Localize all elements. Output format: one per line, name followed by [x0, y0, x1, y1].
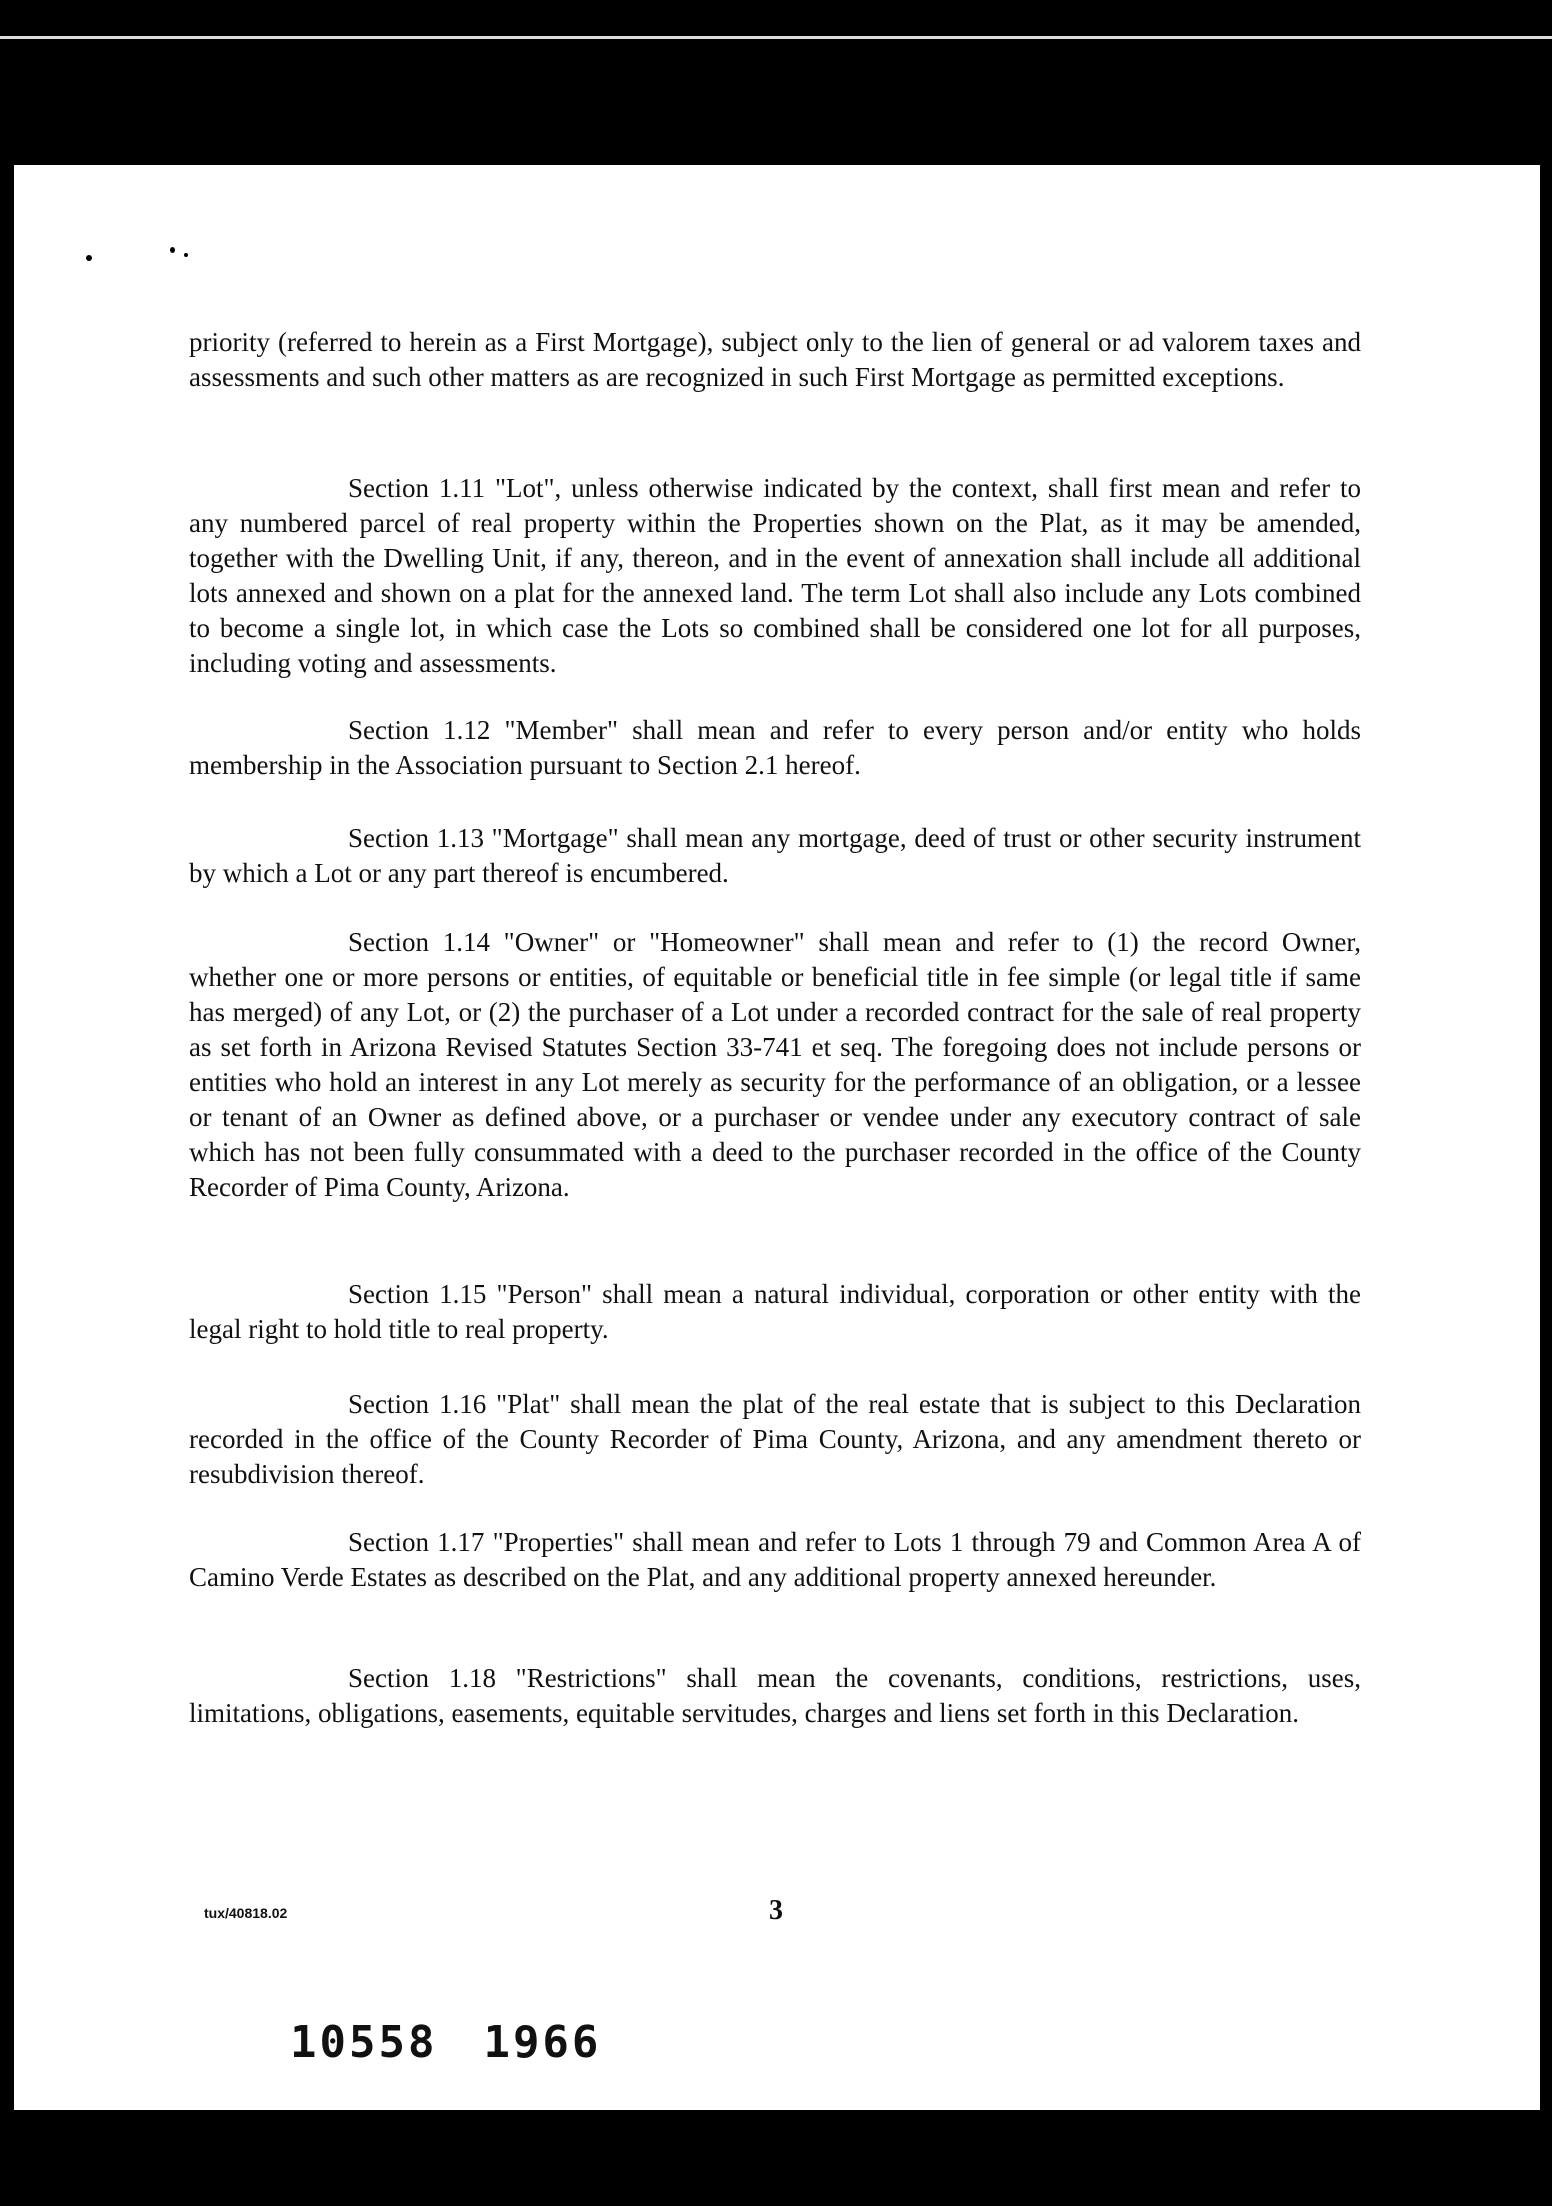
document-code: tux/40818.02 — [204, 1905, 288, 1921]
paragraph-text: "Plat" shall mean the plat of the real estate that is subject to this Declaration recorded in the office of the County Recorder of Pima County, Arizona, and any amendment thereto or resubdivision thereof. — [189, 1389, 1361, 1489]
stamp-page-number: 1966 — [483, 2017, 602, 2068]
paragraph-text: "Member" shall mean and refer to every person and/or entity who holds membership in the Association pursuant to Section 2.1 hereof. — [189, 715, 1361, 780]
paragraph-section-1-16 — [189, 1387, 1361, 1492]
section-number: Section 1.12 — [348, 715, 491, 745]
section-number: Section 1.11 — [348, 473, 486, 503]
page-number: 3 — [769, 1895, 783, 1926]
paragraph-text: "Lot", unless otherwise indicated by the context, shall first mean and refer to any numbered parcel of real property within the Properties shown on the Plat, as it may be amended, together with the Dwelling Unit, if any, thereon, and in the event of annexation shall include all additional lots annexed and shown on a plat for the annexed land. The term Lot shall also include any Lots combined to become a single lot, in which case the Lots so combined shall be considered one lot for all purposes, including voting and assessments. — [189, 473, 1361, 678]
scan-speck — [184, 253, 188, 257]
paragraph-mortgage-continuation — [189, 325, 1361, 395]
paragraph-text: "Restrictions" shall mean the covenants, conditions, restrictions, uses, limitations, obligations, easements, equitable servitudes, charges and liens set forth in this Declaration. — [189, 1663, 1362, 1728]
scan-speck — [86, 255, 92, 261]
paragraph-text: "Owner" or "Homeowner" shall mean and refer to (1) the record Owner, whether one or more persons or entities, of equitable or beneficial title in fee simple (or legal title if same has merged) of any Lot, or (2) the purchaser of a Lot under a recorded contract for the sale of real property as set forth in Arizona Revised Statutes Section 33-741 et seq. The foregoing does not include persons or entities who hold an interest in any Lot merely as security for the performance of an obligation, or a lessee or tenant of an Owner as defined above, or a purchaser or vendee under any executory contract of sale which has not been fully consummated with a deed to the purchaser recorded in the office of the County Recorder of Pima County, Arizona. — [189, 927, 1361, 1202]
section-number: Section 1.18 — [348, 1663, 496, 1693]
section-number: Section 1.13 — [348, 823, 484, 853]
paragraph-text: "Mortgage" shall mean any mortgage, deed of trust or other security instrument by which a Lot or any part thereof is encumbered. — [189, 823, 1362, 888]
recording-stamp — [290, 2017, 601, 2068]
section-number: Section 1.15 — [348, 1279, 487, 1309]
paragraph-section-1-13 — [189, 821, 1361, 891]
section-number: Section 1.14 — [348, 927, 490, 957]
scan-top-line — [0, 36, 1552, 39]
paragraph-text: priority (referred to herein as a First Mortgage), subject only to the lien of general or ad valorem taxes and assessments and such other matters as are recognized in such First Mortgage as permitted exceptions. — [189, 327, 1361, 392]
paragraph-section-1-14 — [189, 925, 1361, 1205]
paragraph-section-1-11 — [189, 471, 1361, 681]
paragraph-text: "Person" shall mean a natural individual, corporation or other entity with the legal right to hold title to real property. — [189, 1279, 1362, 1344]
paragraph-section-1-18 — [189, 1661, 1361, 1731]
paragraph-section-1-15 — [189, 1277, 1361, 1347]
paragraph-section-1-17 — [189, 1525, 1361, 1595]
document-page — [14, 165, 1540, 2110]
section-number: Section 1.16 — [348, 1389, 487, 1419]
stamp-book-number: 10558 — [290, 2017, 438, 2068]
paragraph-text: "Properties" shall mean and refer to Lots 1 through 79 and Common Area A of Camino Verde Estates as described on the Plat, and any additional property annexed hereunder. — [189, 1527, 1361, 1592]
section-number: Section 1.17 — [348, 1527, 485, 1557]
paragraph-section-1-12 — [189, 713, 1361, 783]
scan-speck — [170, 247, 175, 253]
